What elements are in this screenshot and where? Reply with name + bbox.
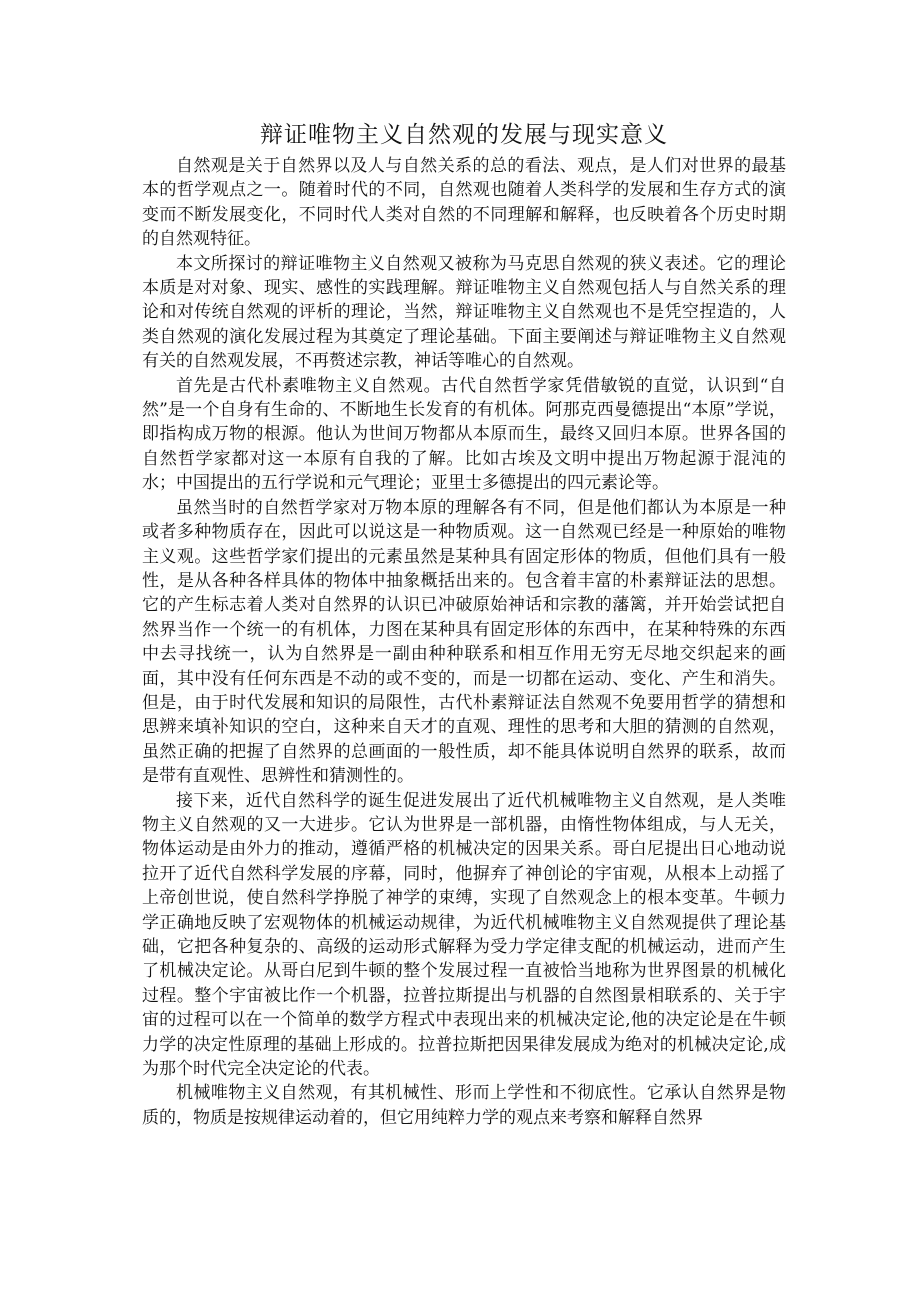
paragraph-scope: 本文所探讨的辩证唯物主义自然观又被称为马克思自然观的狭义表述。它的理论本质是对对象、现实、感性的实践理解。辩证唯物主义自然观包括人与自然关系的理论和对传统自然观的评析的理论，当然，辩证唯物主义自然观也不是凭空捏造的，人类自然观的演化发展过程为其奠定了理论基础。下面主要阐述与辩证唯物主义自然观有关的自然观发展，不再赘述宗教，神话等唯心的自然观。 bbox=[142, 253, 786, 372]
document-title: 辩证唯物主义自然观的发展与现实意义 bbox=[260, 122, 668, 148]
paragraph-ancient-materialism: 首先是古代朴素唯物主义自然观。古代自然哲学家凭借敏锐的直觉，认识到“自然”是一个自身有生命的、不断地生长发育的有机体。阿那克西曼德提出“本原”学说，即指构成万物的根源。他认为世间万物都从本原而生，最终又回归本原。世界各国的自然哲学家都对这一本原有自我的了解。比如古埃及文明中提出万物起源于混沌的水；中国提出的五行学说和元气理论；亚里士多德提出的四元素论等。 bbox=[142, 375, 786, 494]
paragraph-mechanical-materialism: 接下来，近代自然科学的诞生促进发展出了近代机械唯物主义自然观，是人类唯物主义自然观的又一大进步。它认为世界是一部机器，由惰性物体组成，与人无关，物体运动是由外力的推动，遵循严格的机械决定的因果关系。哥白尼提出日心地动说拉开了近代自然科学发展的序幕，同时，他摒弃了神创论的宇宙观，从根本上动摇了上帝创世说，使自然科学挣脱了神学的束缚，实现了自然观念上的根本变革。牛顿力学正确地反映了宏观物体的机械运动规律，为近代机械唯物主义自然观提供了理论基础，它把各种复杂的、高级的运动形式解释为受力学定律支配的机械运动，进而产生了机械决定论。从哥白尼到牛顿的整个发展过程一直被恰当地称为世界图景的机械化过程。整个宇宙被比作一个机器，拉普拉斯提出与机器的自然图景相联系的、关于宇宙的过程可以在一个简单的数学方程式中表现出来的机械决定论,他的决定论是在牛顿力学的决定性原理的基础上形成的。拉普拉斯把因果律发展成为绝对的机械决定论,成为那个时代完全决定论的代表。 bbox=[142, 790, 786, 1080]
paragraph-mechanical-limitations: 机械唯物主义自然观，有其机械性、形而上学性和不彻底性。它承认自然界是物质的，物质是按规律运动着的，但它用纯粹力学的观点来考察和解释自然界 bbox=[142, 1083, 786, 1128]
document-page bbox=[142, 120, 786, 1130]
paragraph-intro: 自然观是关于自然界以及人与自然关系的总的看法、观点，是人们对世界的最基本的哲学观点之一。随着时代的不同，自然观也随着人类科学的发展和生存方式的演变而不断发展变化，不同时代人类对自然的不同理解和解释，也反映着各个历史时期的自然观特征。 bbox=[142, 156, 786, 250]
paragraph-ancient-dialectics: 虽然当时的自然哲学家对万物本原的理解各有不同，但是他们都认为本原是一种或者多种物质存在，因此可以说这是一种物质观。这一自然观已经是一种原始的唯物主义观。这些哲学家们提出的元素虽然是某种具有固定形体的物质，但他们具有一般性，是从各种各样具体的物体中抽象概括出来的。包含着丰富的朴素辩证法的思想。它的产生标志着人类对自然界的认识已冲破原始神话和宗教的藩篱，并开始尝试把自然界当作一个统一的有机体，力图在某种具有固定形体的东西中，在某种特殊的东西中去寻找统一，认为自然界是一副由种种联系和相互作用无穷无尽地交织起来的画面，其中没有任何东西是不动的或不变的，而是一切都在运动、变化、产生和消失。但是，由于时代发展和知识的局限性，古代朴素辩证法自然观不免要用哲学的猜想和思辨来填补知识的空白，这种来自天才的直观、理性的思考和大胆的猜测的自然观，虽然正确的把握了自然界的总画面的一般性质，却不能具体说明自然界的联系，故而是带有直观性、思辨性和猜测性的。 bbox=[142, 497, 786, 787]
